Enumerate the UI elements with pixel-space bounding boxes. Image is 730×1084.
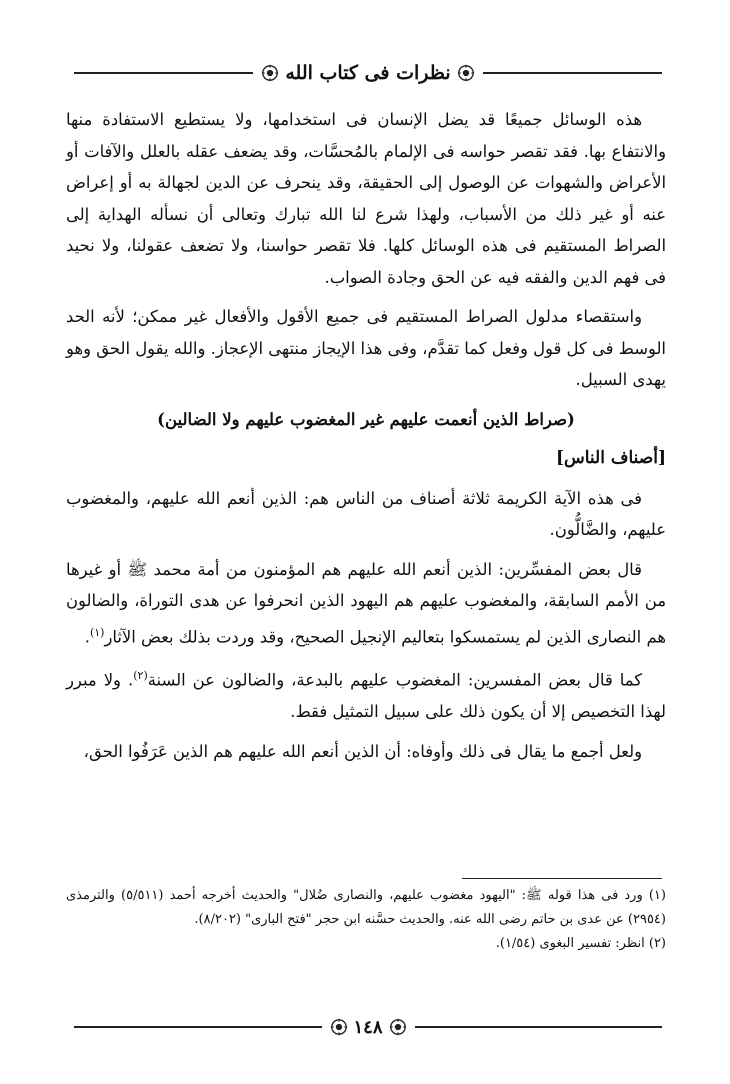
- paragraph: فى هذه الآية الكريمة ثلاثة أصناف من الناس هم: الذين أنعم الله عليهم، والمغضوب عليهم، والضَّالُّون.: [66, 488, 666, 539]
- paragraph-text: . ولا مبرر لهذا التخصيص إلا أن يكون ذلك على سبيل التمثيل فقط.: [66, 670, 666, 722]
- quranic-verse: (صراط الذين أنعمت عليهم غير المغضوب عليهم ولا الضالين): [157, 409, 575, 429]
- ornament-icon: [457, 64, 475, 82]
- footnote-marker: (٢): [133, 669, 148, 683]
- footnotes: [66, 884, 666, 956]
- paragraph-text: كما قال بعض المفسرين: المغضوب عليهم بالبدعة، والضالون عن السنة: [147, 670, 643, 690]
- paragraph: ولعل أجمع ما يقال فى ذلك وأوفاه: أن الذين أنعم الله عليهم هم الذين عَرَفُوا الحق،: [83, 741, 642, 761]
- page-footer: [74, 1012, 662, 1042]
- paragraph: هذه الوسائل جميعًا قد يضل الإنسان فى استخدامها، ولا يستطيع الاستفادة منها والانتفاع بها. فقد تقصر حواسه فى الإلمام بالمُحسَّات، وقد يضعف عقله بالعلل والآفات أو الأعراض والشهوات عن الوصول إلى الحقيقة، وقد ينحرف عن الدين لجهالة به أو إعراض عنه أو غير ذلك من الأسباب، ولهذا شرع لنا الله تبارك وتعالى أن نسأله الهداية إلى الصراط المستقيم فى هذه الوسائل كلها. فلا تقصر حواسنا، ولا تضعف عقولنا، ولا نحيد فى فهم الدين والفقه فيه عن الحق وجادة الصواب.: [66, 110, 666, 287]
- page-number: ١٤٨: [353, 1016, 383, 1038]
- paragraph: [66, 554, 666, 653]
- section-heading: [أصناف الناس]: [555, 448, 666, 468]
- main-text: [66, 104, 666, 775]
- footnote: (١) ورد فى هذا قوله ﷺ: "اليهود مغضوب عليهم، والنصارى ضُلال" والحديث أخرجه أحمد (٥/٥١١) والترمذى (٢٩٥٤) عن عدى بن حاتم رضى الله عنه. والحديث حسَّنه ابن حجر "فتح البارى" (٨/٢٠٢).: [66, 888, 666, 927]
- paragraph: [66, 660, 666, 727]
- ornament-icon: [261, 64, 279, 82]
- punctuation: .: [84, 626, 90, 646]
- footnote: (٢) انظر: تفسير البغوى (١/٥٤).: [495, 936, 666, 951]
- footnote-marker: (١): [89, 625, 105, 639]
- book-title: نظرات فى كتاب الله: [285, 62, 451, 84]
- header-rule-left: [74, 72, 253, 74]
- footer-rule-left: [74, 1026, 322, 1028]
- running-header: [74, 56, 662, 90]
- header-title-group: [253, 62, 482, 84]
- page-number-group: [322, 1017, 415, 1038]
- footnote-rule: [462, 878, 662, 879]
- paragraph-text: قال بعض المفسِّرين: الذين أنعم الله عليهم هم المؤمنون من أمة محمد ﷺ أو غيرها من الأمم السابقة، والمغضوب عليهم هم اليهود الذين انحرفوا عن هدى التوراة، والضالون هم النصارى الذين لم يستمسكوا بتعاليم الإنجيل الصحيح، وقد وردت بذلك بعض الآثار: [66, 559, 666, 646]
- paragraph: واستقصاء مدلول الصراط المستقيم فى جميع الأقول والأفعال غير ممكن؛ لأنه الحد الوسط فى كل قول وفعل كما تقدَّم، وفى هذا الإيجاز منتهى الإعجاز. والله يقول الحق وهو يهدى السبيل.: [66, 307, 666, 389]
- ornament-icon: [389, 1018, 407, 1036]
- ornament-icon: [330, 1018, 348, 1036]
- footer-rule-right: [415, 1026, 663, 1028]
- header-rule-right: [483, 72, 662, 74]
